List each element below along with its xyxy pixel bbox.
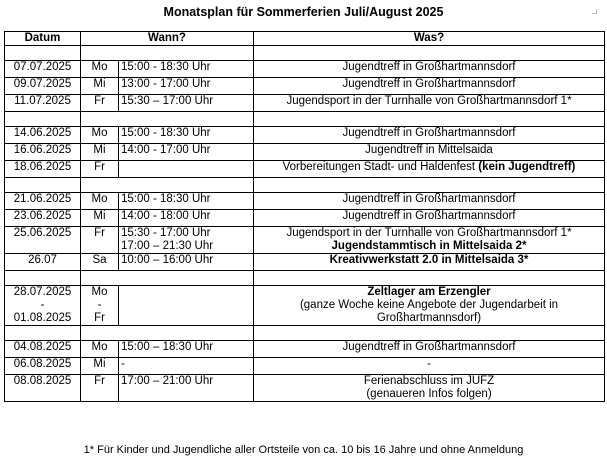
time-cell [119, 193, 254, 210]
schedule-table [4, 31, 605, 402]
time-text: 10:00 – 16:00 Uhr [121, 254, 214, 266]
what-cell [254, 61, 605, 78]
what-cell [254, 127, 605, 144]
table-row [5, 144, 605, 161]
day-cell: Mi [81, 144, 119, 161]
table-row [5, 375, 605, 402]
event-text: Jugendtreff in Großhartmannsdorf [342, 210, 516, 222]
table-row [5, 61, 605, 78]
date-cell: 11.07.2025 [5, 95, 81, 112]
time-text: 17:00 – 21:30 Uhr [121, 240, 214, 252]
blank-cell [254, 46, 605, 61]
blank-cell [5, 46, 81, 61]
event-text: Jugendtreff in Großhartmannsdorf [342, 341, 516, 353]
event-line [256, 375, 602, 388]
time-cell [119, 78, 254, 95]
blank-cell [254, 178, 605, 193]
event-note: (ganze Woche keine Angebote der Jugendarbeit in [299, 299, 559, 311]
time-cell [119, 144, 254, 161]
header-date: Datum [5, 32, 81, 46]
time-cell [119, 61, 254, 78]
event-line [256, 161, 602, 174]
day-cell: Mo [81, 341, 119, 358]
header-row [5, 32, 605, 46]
header-when: Wann? [81, 32, 254, 46]
table-row [5, 286, 605, 326]
time-text: 17:00 – 21:00 Uhr [121, 375, 214, 387]
corner-mark [592, 9, 597, 14]
date-cell: 21.06.2025 [5, 193, 81, 210]
what-cell [254, 78, 605, 95]
table-row [5, 193, 605, 210]
event-text: Jugendsport in der Turnhalle von Großhartmannsdorf 1* [286, 227, 572, 239]
event-line [256, 78, 602, 91]
time-cell [119, 254, 254, 271]
table-row [5, 227, 605, 254]
what-cell [254, 210, 605, 227]
time-text: 15:00 - 18:30 Uhr [121, 193, 211, 205]
event-text: (genaueren Infos folgen) [366, 388, 492, 400]
event-note: Großhartmannsdorf) [376, 312, 482, 324]
event-text: (kein Jugendtreff) [478, 161, 576, 173]
table-row [5, 341, 605, 358]
date-cell [5, 286, 81, 326]
table-row [5, 161, 605, 178]
blank-cell [81, 326, 254, 341]
schedule-body [5, 46, 605, 402]
date-cell: 08.08.2025 [5, 375, 81, 402]
blank-cell [81, 178, 254, 193]
time-text: 15:00 - 18:30 Uhr [121, 127, 211, 139]
blank-cell [254, 112, 605, 127]
event-text: Jugendsport in der Turnhalle von Großhartmannsdorf 1* [286, 95, 572, 107]
what-cell [254, 193, 605, 210]
time-cell [119, 210, 254, 227]
what-cell [254, 358, 605, 375]
what-cell [254, 144, 605, 161]
event-text: Jugendtreff in Großhartmannsdorf [342, 78, 516, 90]
time-text: 15:30 – 17:00 Uhr [121, 95, 214, 107]
time-cell [119, 358, 254, 375]
day-cell [81, 286, 119, 326]
table-row [5, 127, 605, 144]
blank-cell [5, 178, 81, 193]
blank-cell [5, 326, 81, 341]
event-line [256, 341, 602, 354]
table-row [5, 78, 605, 95]
date-cell: 07.07.2025 [5, 61, 81, 78]
what-cell [254, 254, 605, 271]
time-text: 15:00 - 18:30 Uhr [121, 61, 211, 73]
time-text: 13:00 - 17:00 Uhr [121, 78, 211, 90]
event-line [256, 95, 602, 108]
what-cell [254, 286, 605, 326]
time-text: - [121, 358, 125, 370]
table-row [5, 254, 605, 271]
blank-cell [81, 46, 254, 61]
day-line: Fr [94, 312, 105, 324]
blank-cell [81, 112, 254, 127]
time-cell [119, 227, 254, 254]
event-text: - [427, 358, 431, 370]
what-cell [254, 95, 605, 112]
blank-cell [254, 326, 605, 341]
event-text: Jugendtreff in Großhartmannsdorf [342, 193, 516, 205]
date-cell: 26.07 [5, 254, 81, 271]
day-cell: Sa [81, 254, 119, 271]
event-line [256, 127, 602, 140]
day-cell: Fr [81, 227, 119, 254]
day-cell: Fr [81, 161, 119, 178]
date-cell: 04.08.2025 [5, 341, 81, 358]
event-text: Kreativwerkstatt 2.0 in Mittelsaida 3* [329, 254, 529, 266]
blank-row [5, 112, 605, 127]
day-cell: Mo [81, 127, 119, 144]
time-text: 15:00 – 18:30 Uhr [121, 341, 214, 353]
time-text: 14:00 - 17:00 Uhr [121, 144, 211, 156]
blank-row [5, 178, 605, 193]
event-text: Vorbereitungen Stadt- und Haldenfest [282, 161, 479, 173]
event-title: Zeltlager am Erzengler [367, 286, 491, 298]
event-text: Jugendtreff in Mittelsaida [365, 144, 493, 156]
time-cell [119, 375, 254, 402]
event-text: Jugendtreff in Großhartmannsdorf [342, 61, 516, 73]
day-cell: Mi [81, 358, 119, 375]
date-cell: 09.07.2025 [5, 78, 81, 95]
blank-row [5, 46, 605, 61]
what-cell [254, 161, 605, 178]
event-line [256, 193, 602, 206]
event-line [256, 210, 602, 223]
day-cell: Mo [81, 193, 119, 210]
date-line: 28.07.2025 [13, 286, 72, 298]
event-text: Jugendstammtisch in Mittelsaida 2* [331, 240, 527, 252]
time-text: 15:30 - 17:00 Uhr [121, 227, 211, 239]
date-line: - [40, 299, 45, 311]
day-cell: Fr [81, 375, 119, 402]
event-line [256, 144, 602, 157]
event-line [256, 358, 602, 371]
day-line: Mo [91, 286, 108, 298]
date-line: 01.08.2025 [13, 312, 72, 324]
footnote: 1* Für Kinder und Jugendliche aller Ortsteile von ca. 10 bis 16 Jahre und ohne Anmeldung [83, 444, 524, 456]
blank-row [5, 326, 605, 341]
time-cell [119, 95, 254, 112]
blank-row [5, 271, 605, 286]
time-cell [119, 127, 254, 144]
event-line [256, 227, 602, 240]
date-cell: 23.06.2025 [5, 210, 81, 227]
event-text: Jugendtreff in Großhartmannsdorf [342, 127, 516, 139]
table-row [5, 95, 605, 112]
date-cell: 16.06.2025 [5, 144, 81, 161]
header-what: Was? [254, 32, 605, 46]
time-text: 14:00 - 18:00 Uhr [121, 210, 211, 222]
blank-cell [5, 271, 81, 286]
event-line [256, 254, 602, 267]
event-line [256, 61, 602, 74]
event-text: Ferienabschluss im JUFZ [363, 375, 495, 387]
date-cell: 18.06.2025 [5, 161, 81, 178]
table-row [5, 210, 605, 227]
what-cell [254, 375, 605, 402]
day-line: - [97, 299, 102, 311]
blank-cell [81, 271, 254, 286]
page-title: Monatsplan für Sommerferien Juli/August 2025 [163, 5, 444, 19]
date-cell: 06.08.2025 [5, 358, 81, 375]
time-cell [119, 286, 254, 326]
day-cell: Mi [81, 210, 119, 227]
day-cell: Mi [81, 78, 119, 95]
blank-cell [254, 271, 605, 286]
blank-cell [5, 112, 81, 127]
table-row [5, 358, 605, 375]
time-cell [119, 161, 254, 178]
what-cell [254, 227, 605, 254]
time-cell [119, 341, 254, 358]
what-cell [254, 341, 605, 358]
date-cell: 25.06.2025 [5, 227, 81, 254]
day-cell: Mo [81, 61, 119, 78]
day-cell: Fr [81, 95, 119, 112]
date-cell: 14.06.2025 [5, 127, 81, 144]
